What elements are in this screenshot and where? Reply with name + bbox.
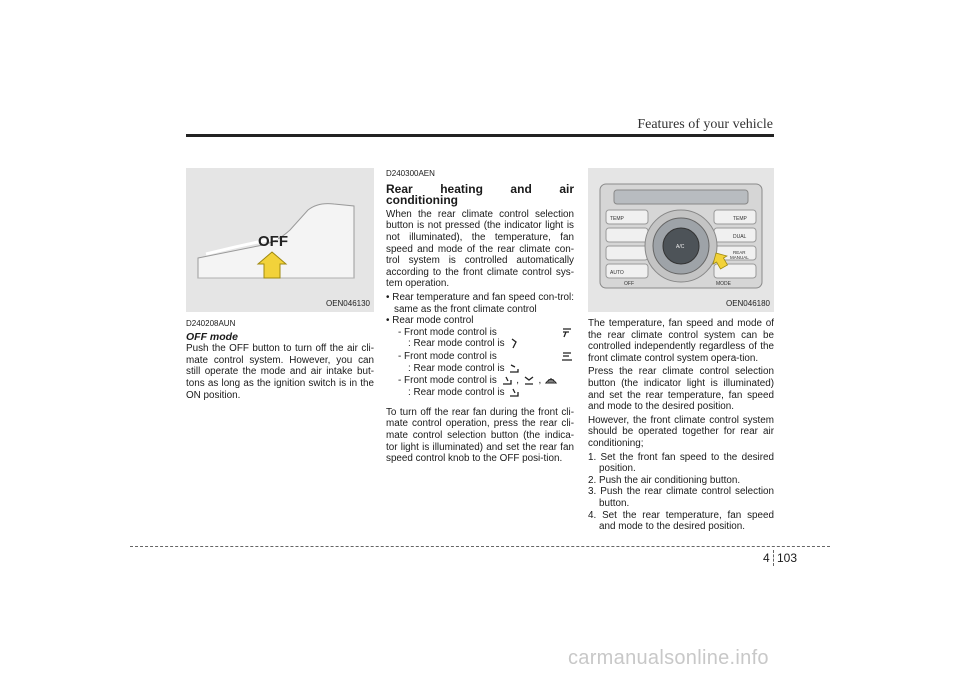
svg-text:OFF: OFF bbox=[624, 281, 634, 287]
mode-line-3: - Front mode control is , , bbox=[386, 375, 574, 387]
vent-face-icon bbox=[507, 338, 521, 349]
vent-floor-defrost-icon bbox=[522, 375, 536, 386]
off-mode-body: Push the OFF button to turn off the air cli-mate control system. However, you can still operate the mode and air intake but-tons as long as the ignition switch is in the ON position. bbox=[186, 343, 374, 401]
footer-rule bbox=[130, 546, 830, 547]
off-button-figure bbox=[186, 168, 374, 312]
rear-fan-off-body: To turn off the rear fan during the front cli-mate control operation, press the rear cli-mate control selection button (the indica-tor light is illuminated) and set the rear fan speed control knob to the OFF posi-tion. bbox=[386, 406, 574, 465]
page-header-title: Features of your vehicle bbox=[637, 117, 773, 132]
rear-heating-heading: Rear heating and air conditioning bbox=[386, 181, 574, 208]
header-rule bbox=[186, 134, 774, 137]
svg-text:DUAL: DUAL bbox=[733, 234, 747, 240]
step-4: 4. Set the rear temperature, fan speed and mode to the desired position. bbox=[588, 509, 774, 533]
section-code: D240208AUN bbox=[186, 319, 236, 328]
rear-control-para-2: Press the rear climate control selection button (the indicator light is illuminated) and set the rear temperature, fan speed and mode to the desired position. bbox=[588, 366, 774, 413]
svg-text:TEMP: TEMP bbox=[733, 216, 747, 222]
svg-text:REAR: REAR bbox=[733, 250, 746, 255]
off-mode-heading: OFF mode bbox=[186, 330, 238, 343]
svg-text:TEMP: TEMP bbox=[610, 216, 624, 222]
defrost-icon bbox=[544, 375, 558, 386]
off-label: OFF bbox=[258, 233, 288, 250]
off-button-illustration bbox=[186, 168, 374, 312]
mode-line-3-rear: : Rear mode control is bbox=[386, 387, 574, 399]
step-2: 2. Push the air conditioning button. bbox=[588, 474, 741, 486]
column-2 bbox=[386, 168, 574, 467]
step-1: 1. Set the front fan speed to the desired position. bbox=[588, 451, 774, 475]
watermark: carmanualsonline.info bbox=[568, 647, 769, 669]
vent-face-icon bbox=[560, 327, 574, 338]
mode-line-1: - Front mode control is bbox=[386, 327, 574, 339]
column-3 bbox=[588, 168, 774, 533]
climate-panel-figure bbox=[588, 168, 774, 312]
mode-line-2-rear: : Rear mode control is bbox=[386, 363, 574, 375]
chapter-number: 4 bbox=[763, 551, 770, 565]
vent-bilevel-icon bbox=[507, 363, 521, 374]
rear-climate-panel-illustration bbox=[588, 168, 774, 312]
figure-caption: OEN046130 bbox=[325, 299, 370, 309]
mode-line-2: - Front mode control is bbox=[386, 351, 574, 363]
svg-text:MANUAL: MANUAL bbox=[730, 255, 749, 260]
step-3: 3. Push the rear climate control selection button. bbox=[588, 486, 774, 509]
vent-floor-icon bbox=[500, 375, 514, 386]
bullet-temp-fan: • Rear temperature and fan speed con-trol: same as the front climate control bbox=[386, 291, 574, 315]
footer-separator bbox=[773, 550, 774, 566]
rear-control-para-1: The temperature, fan speed and mode of the rear climate control system can be controlled independently regardless of the front climate control system opera-tion. bbox=[588, 318, 774, 364]
figure-caption: OEN046180 bbox=[725, 299, 770, 309]
rear-control-para-3: However, the front climate control system should be operated together for rear air conditioning; bbox=[588, 414, 774, 449]
vent-floor-icon bbox=[507, 387, 521, 398]
mode-line-1-rear: : Rear mode control is bbox=[386, 338, 574, 350]
svg-text:AUTO: AUTO bbox=[610, 270, 624, 276]
column-1 bbox=[186, 168, 374, 403]
page-number: 103 bbox=[777, 551, 798, 565]
bullet-mode: • Rear mode control bbox=[386, 315, 474, 327]
section-code: D240300AEN bbox=[386, 169, 435, 178]
svg-text:A/C: A/C bbox=[676, 244, 685, 250]
rear-heating-intro: When the rear climate control selection button is not pressed (the indicator light is not illuminated), the temperature, fan speed and mode of the rear climate con-trol system is controlled automatically according to the front climate control sys-tem operation. bbox=[386, 208, 574, 290]
svg-text:MODE: MODE bbox=[716, 281, 731, 287]
vent-bilevel-icon bbox=[560, 351, 574, 362]
